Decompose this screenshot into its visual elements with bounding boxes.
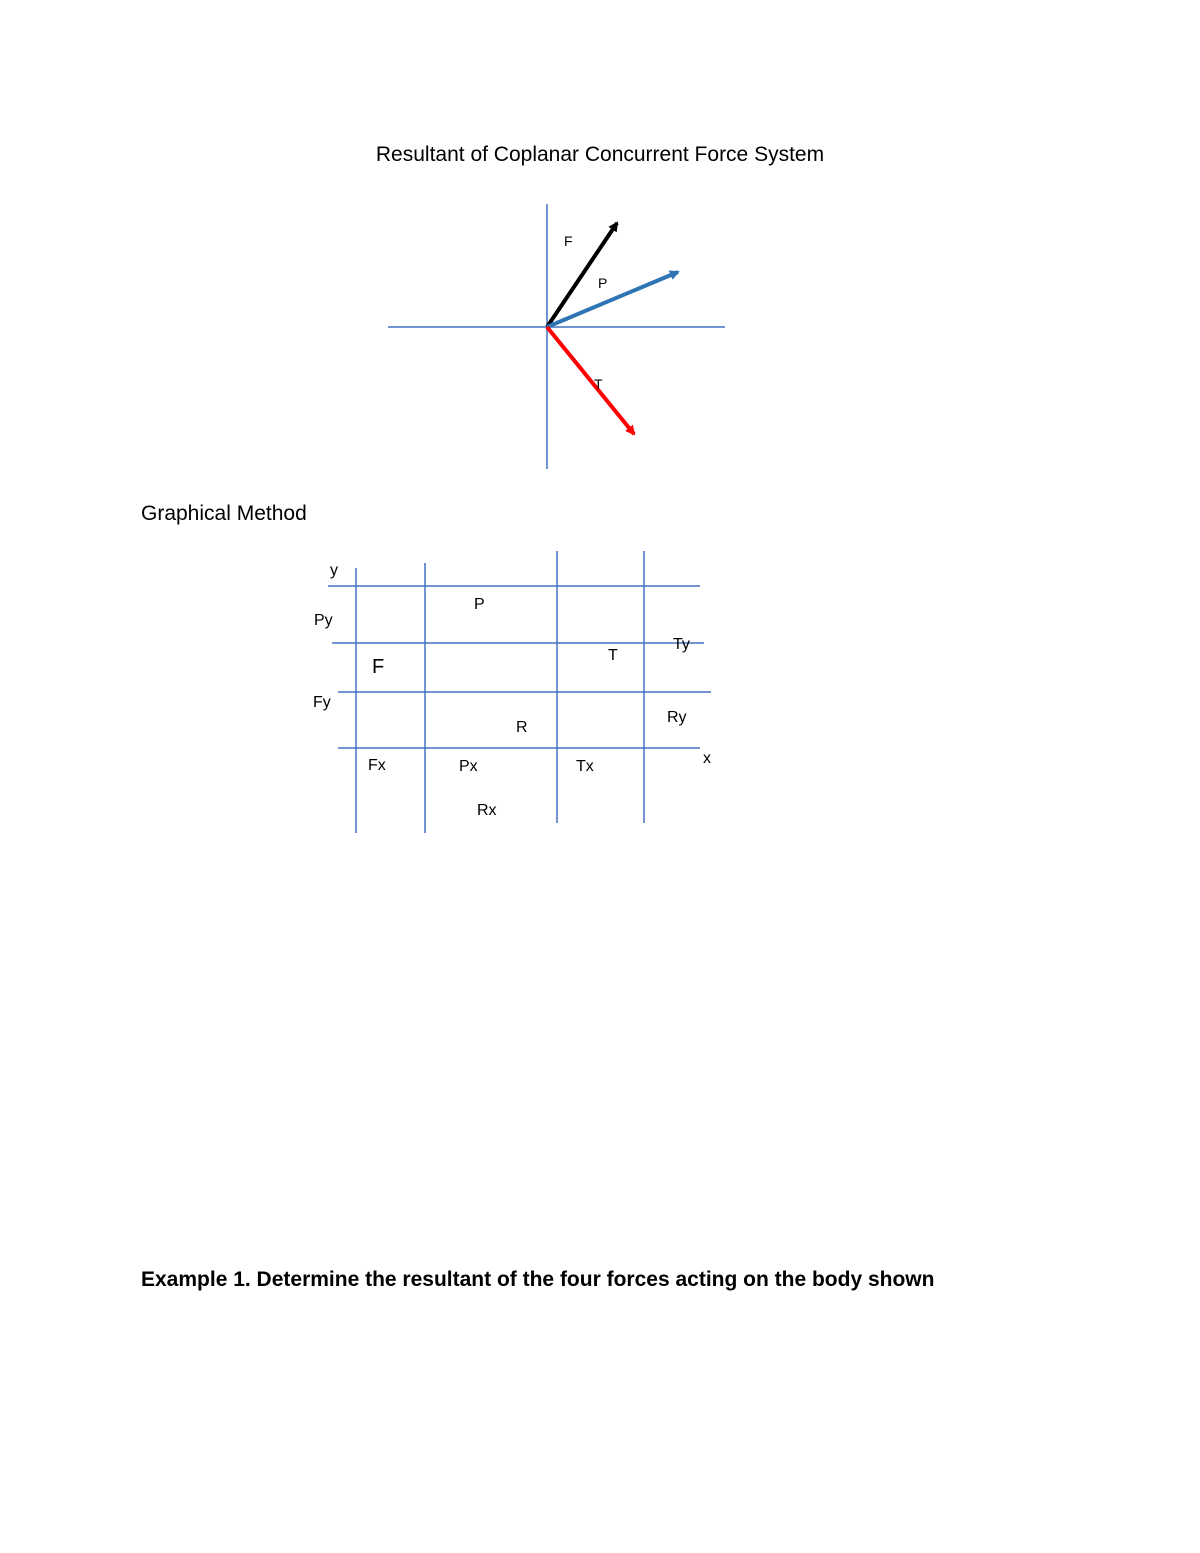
force-vector-diagram — [388, 204, 725, 469]
label-Tx: Tx — [576, 758, 594, 775]
label-Ry: Ry — [667, 709, 687, 726]
label-P: P — [598, 275, 608, 291]
label-Rx: Rx — [477, 802, 497, 819]
label-Fx: Fx — [368, 757, 386, 774]
label-R-grid: R — [516, 719, 528, 736]
label-P-grid: P — [474, 596, 485, 613]
label-Ty: Ty — [673, 636, 690, 653]
label-y-axis: y — [330, 562, 338, 579]
graphical-method-grid — [313, 551, 711, 833]
label-x-axis: x — [703, 750, 711, 767]
page-title: Resultant of Coplanar Concurrent Force System — [375, 143, 825, 166]
label-Px: Px — [459, 758, 478, 775]
graphical-method-heading: Graphical Method — [141, 502, 307, 525]
label-F: F — [564, 233, 573, 249]
label-Fy: Fy — [313, 694, 331, 711]
label-F-grid: F — [372, 656, 385, 678]
label-Py: Py — [314, 612, 333, 629]
label-T: T — [594, 376, 603, 392]
example-1-text: Example 1. Determine the resultant of the four forces acting on the body shown — [141, 1268, 935, 1291]
force-T-arrow — [547, 327, 634, 434]
label-T-grid: T — [608, 647, 618, 664]
